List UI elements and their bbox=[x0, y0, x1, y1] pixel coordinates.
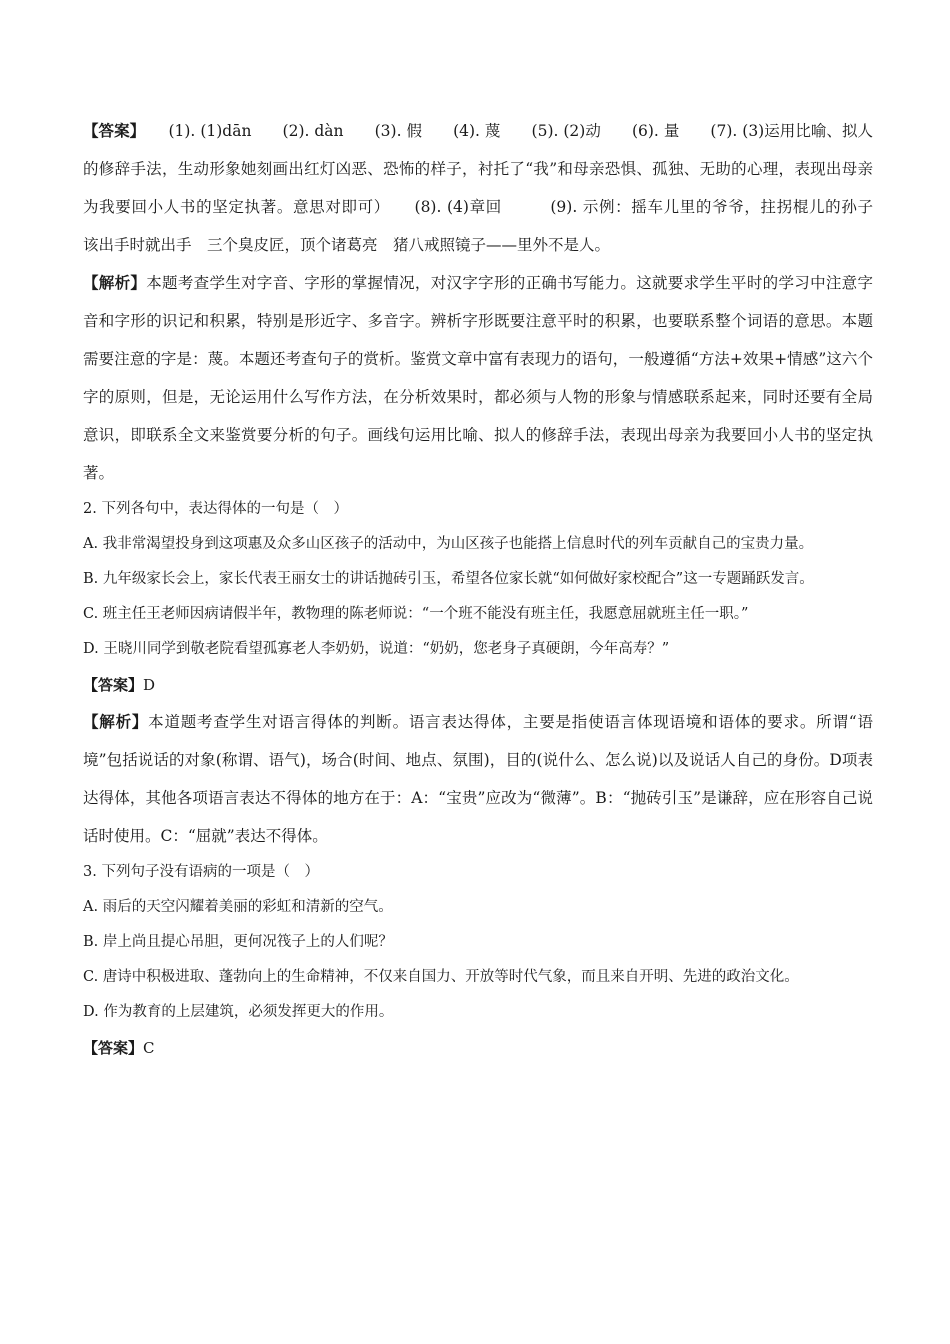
analysis-tag: 【解析】 bbox=[83, 712, 149, 731]
answer-tag: 【答案】 bbox=[83, 1039, 144, 1057]
question-3-option-d: D. 作为教育的上层建筑，必须发挥更大的作用。 bbox=[83, 1004, 394, 1020]
question-3-answer bbox=[83, 1030, 873, 1066]
answer-paragraph-1 bbox=[83, 112, 889, 264]
analysis-text: 本题考查学生对字音、字形的掌握情况，对汉字字形的正确书写能力。这就要求学生平时的学习中注意字音和字形的识记和积累，特别是形近字、多音字。辨析字形既要注意平时的积累，也要联系整个词语的意思。本题需要注意的字是：蔑。本题还考查句子的赏析。鉴赏文章中富有表现力的语句，一般遵循“方法+效果+情感”这六个字的原则，但是，无论运用什么写作方法，在分析效果时，都必须与人物的形象与情感联系起来，同时还要有全局意识，即联系全文来鉴赏要分析的句子。画线句运用比喻、拟人的修辞手法，表现出母亲为我要回小人书的坚定执著。 bbox=[83, 274, 873, 482]
answer-text: (1). (1)dān (2). dàn (3). 假 (4). 蔑 (5). (2)动 (6). 量 (7). (3)运用比喻、拟人的修辞手法，生动形象她刻画出红灯凶恶、恐怖的样子，衬托了“我”和母亲恐惧、孤独、无助的心理，表现出母亲为我要回小人书的坚定执著。意思对即可） (8). (4)章回 (9). 示例：摇车儿里的爷爷，拄拐棍儿的孙子 该出手时就出手 三个臭皮匠，顶个诸葛亮 猪八戒照镜子——里外不是人。 bbox=[83, 122, 889, 254]
analysis-tag: 【解析】 bbox=[83, 273, 147, 292]
document-page bbox=[83, 112, 889, 1066]
analysis-text: 本道题考查学生对语言得体的判断。语言表达得体，主要是指使语言体现语境和语体的要求。所谓“语境”包括说话的对象(称谓、语气)，场合(时间、地点、氛围)，目的(说什么、怎么说)以及说话人自己的身份。D项表达得体，其他各项语言表达不得体的地方在于：A：“宝贵”应改为“微薄”。B：“抛砖引玉”是谦辞，应在形容自己说话时使用。C：“屈就”表达不得体。 bbox=[83, 713, 873, 845]
question-3-option-c: C. 唐诗中积极进取、蓬勃向上的生命精神，不仅来自国力、开放等时代气象，而且来自开明、先进的政治文化。 bbox=[83, 969, 799, 985]
answer-value: C bbox=[143, 1039, 155, 1057]
question-3-option-b: B. 岸上尚且提心吊胆，更何况筏子上的人们呢？ bbox=[83, 934, 393, 950]
question-2-stem: 2. 下列各句中，表达得体的一句是（ ） bbox=[83, 501, 348, 517]
answer-value: D bbox=[143, 676, 156, 694]
question-2-answer bbox=[83, 667, 873, 703]
question-3-stem: 3. 下列句子没有语病的一项是（ ） bbox=[83, 864, 319, 880]
answer-tag: 【答案】 bbox=[83, 121, 138, 140]
question-2-option-c: C. 班主任王老师因病请假半年，教物理的陈老师说：“一个班不能没有班主任，我愿意屈就班主任一职。” bbox=[83, 606, 749, 622]
question-3-option-a: A. 雨后的天空闪耀着美丽的彩虹和清新的空气。 bbox=[83, 899, 393, 915]
question-2-option-a: A. 我非常渴望投身到这项惠及众多山区孩子的活动中，为山区孩子也能搭上信息时代的列车贡献自己的宝贵力量。 bbox=[83, 536, 814, 552]
question-2-analysis bbox=[83, 703, 873, 855]
question-2-option-b: B. 九年级家长会上，家长代表王丽女士的讲话抛砖引玉，希望各位家长就“如何做好家校配合”这一专题踊跃发言。 bbox=[83, 571, 814, 587]
analysis-paragraph-1 bbox=[83, 264, 873, 492]
question-2-option-d: D. 王晓川同学到敬老院看望孤寡老人李奶奶，说道：“奶奶，您老身子真硬朗，今年高寿？” bbox=[83, 641, 670, 657]
answer-tag: 【答案】 bbox=[83, 676, 144, 694]
